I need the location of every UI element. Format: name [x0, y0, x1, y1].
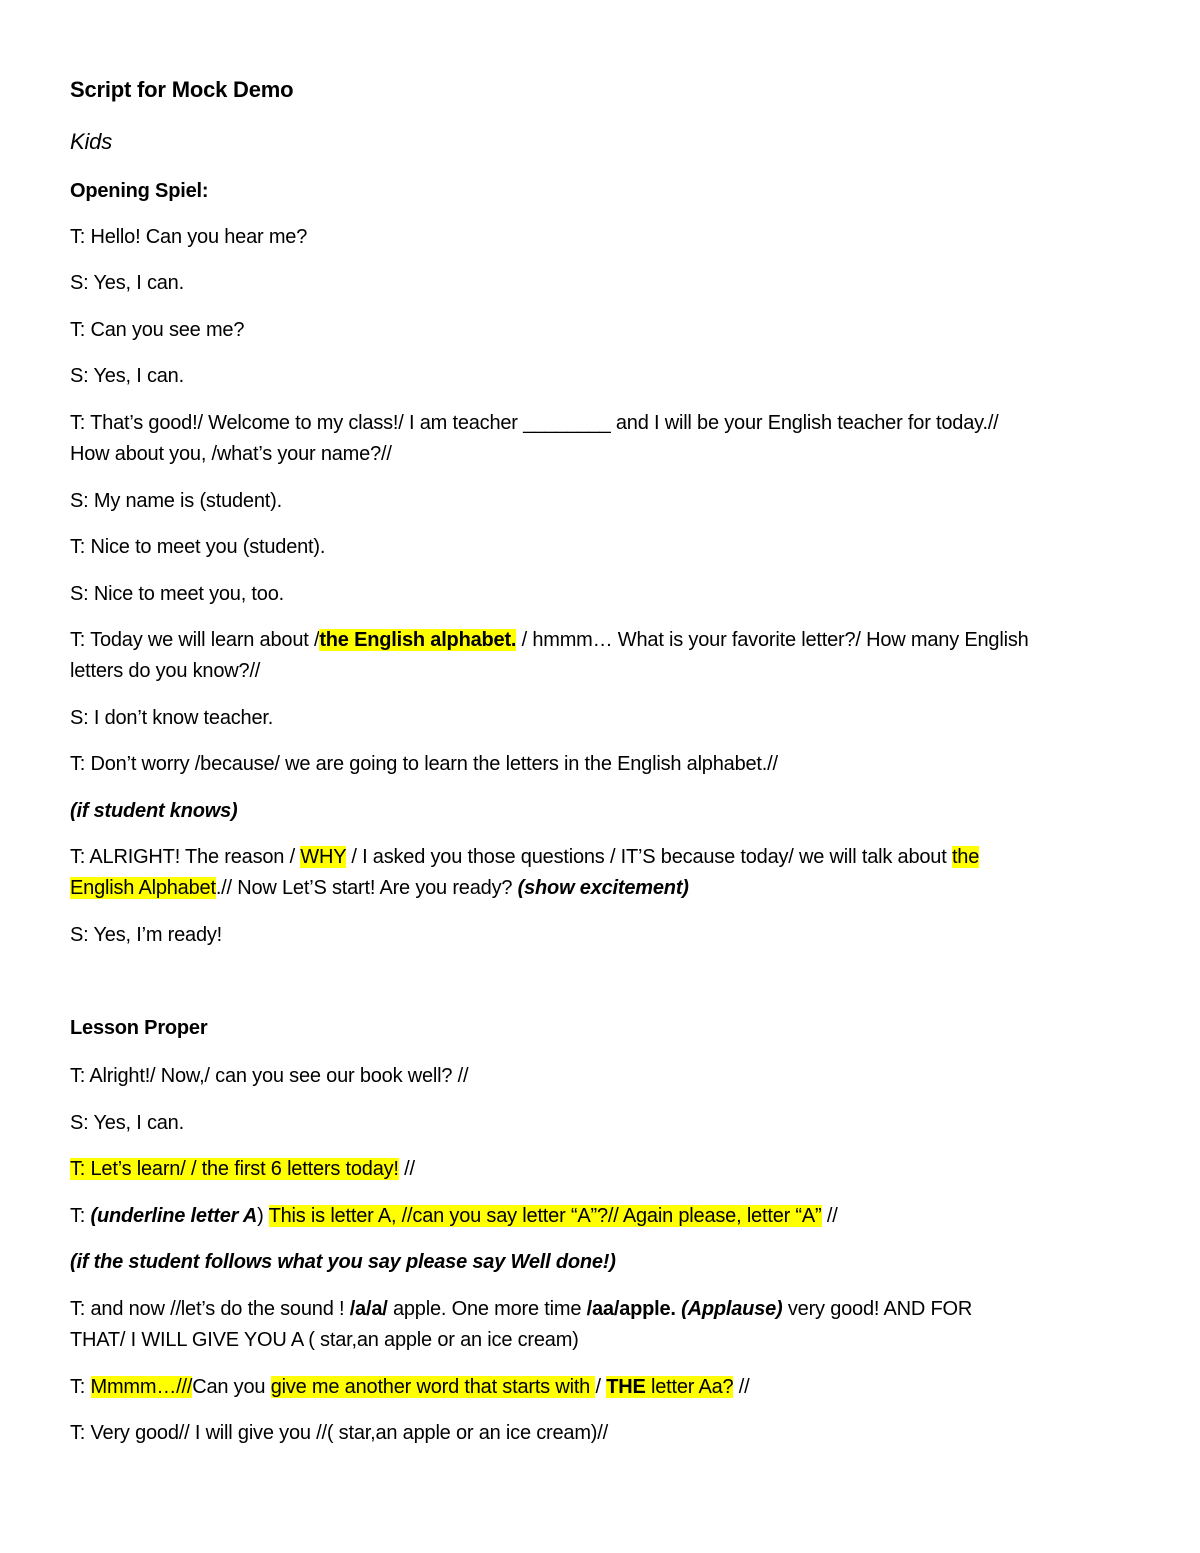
line-text: T: Today we will learn about /	[70, 629, 320, 651]
highlighted-text: English Alphabet	[70, 877, 216, 899]
script-line: How about you, /what’s your name?//	[70, 443, 392, 465]
line-text: .// Now Let’S start! Are you ready?	[215, 877, 518, 899]
script-line	[70, 1372, 750, 1403]
stage-note: (if the student follows what you say please say Well done!)	[70, 1251, 616, 1273]
highlighted-text: T: Let’s learn/ / the first 6 letters today!	[70, 1158, 399, 1180]
highlighted-text: This is letter A, //can you say letter “A”?// Again please, letter “A”	[268, 1205, 822, 1227]
highlighted-text: give me another word that starts with	[270, 1376, 596, 1398]
line-text: T:	[70, 1205, 91, 1227]
stage-note: (show excitement)	[517, 877, 689, 899]
highlighted-text: THE	[606, 1376, 646, 1398]
script-line: S: Nice to meet you, too.	[70, 583, 284, 605]
document-title: Script for Mock Demo	[70, 77, 294, 102]
script-line	[70, 873, 689, 904]
script-line: T: Hello! Can you hear me?	[70, 226, 308, 248]
script-line: THAT/ I WILL GIVE YOU A ( star,an apple or an ice cream)	[70, 1329, 579, 1351]
script-line: T: That’s good!/ Welcome to my class!/ I am teacher ________ and I will be your English teacher for today.//	[70, 412, 999, 434]
script-line: T: Don’t worry /because/ we are going to learn the letters in the English alphabet.//	[70, 753, 778, 775]
highlighted-text: letter Aa?	[645, 1376, 734, 1398]
script-line: S: Yes, I can.	[70, 1112, 184, 1134]
highlighted-text: the English alphabet.	[319, 629, 517, 651]
stage-note: (if student knows)	[70, 800, 238, 822]
line-text: very good! AND FOR	[782, 1298, 973, 1320]
script-line: T: Nice to meet you (student).	[70, 536, 326, 558]
script-line: S: My name is (student).	[70, 490, 282, 512]
script-line: letters do you know?//	[70, 660, 261, 682]
highlighted-text: the	[951, 846, 980, 868]
line-text: //	[398, 1158, 415, 1180]
line-text: T: and now //let’s do the sound !	[70, 1298, 350, 1320]
script-line	[70, 1201, 838, 1232]
line-text: apple. One more time	[387, 1298, 587, 1320]
script-line: S: Yes, I can.	[70, 272, 184, 294]
line-text: )	[257, 1205, 269, 1227]
document-subtitle: Kids	[70, 129, 112, 154]
sound-text: /a/a/	[349, 1298, 388, 1320]
opening-heading: Opening Spiel:	[70, 180, 209, 202]
script-line	[70, 625, 1029, 656]
line-text: /	[595, 1376, 607, 1398]
script-line	[70, 1154, 415, 1185]
stage-note: (Applause)	[681, 1298, 783, 1320]
line-text: Can you	[192, 1376, 271, 1398]
script-line: S: Yes, I’m ready!	[70, 924, 223, 946]
line-text: / I asked you those questions / IT’S because today/ we will talk about	[346, 846, 952, 868]
script-line: S: Yes, I can.	[70, 365, 184, 387]
script-line	[70, 842, 979, 873]
script-line	[70, 1294, 972, 1325]
lesson-heading: Lesson Proper	[70, 1017, 208, 1039]
highlighted-text: Mmmm…///	[90, 1376, 193, 1398]
script-line: T: Alright!/ Now,/ can you see our book well? //	[70, 1065, 469, 1087]
line-text: //	[733, 1376, 750, 1398]
line-text: T: ALRIGHT! The reason /	[70, 846, 301, 868]
script-line: T: Very good// I will give you //( star,an apple or an ice cream)//	[70, 1422, 608, 1444]
script-line: T: Can you see me?	[70, 319, 245, 341]
highlighted-text: WHY	[300, 846, 346, 868]
script-line: S: I don’t know teacher.	[70, 707, 274, 729]
stage-note: (underline letter A	[90, 1205, 258, 1227]
line-text: / hmmm… What is your favorite letter?/ How many English	[516, 629, 1029, 651]
sound-text: /aa/apple.	[586, 1298, 676, 1320]
line-text: T:	[70, 1376, 91, 1398]
line-text: //	[821, 1205, 838, 1227]
